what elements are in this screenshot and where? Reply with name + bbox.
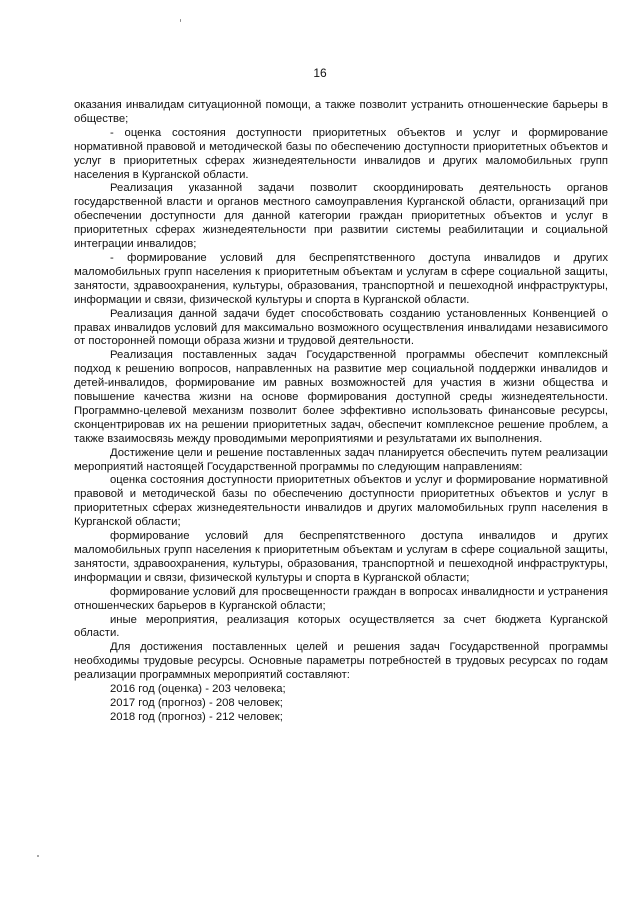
list-item: оценка состояния доступности приоритетных объектов и услуг и формирование нормативной правовой и методической базы по обеспечению доступности приоритетных объектов и услуг в приоритетных сферах жизнедеятельности инвалидов и других маломобильных групп населения в Курганской области; xyxy=(74,474,608,529)
paragraph: - оценка состояния доступности приоритетных объектов и услуг и формирование нормативной правовой и методической базы по обеспечению доступности приоритетных объектов и услуг в приоритетных сферах жизнедеятельности инвалидов и других маломобильных групп населения в Курганской области. xyxy=(74,126,608,181)
scan-speck xyxy=(37,855,39,857)
page-number: 16 xyxy=(313,66,327,80)
paragraph: - формирование условий для беспрепятственного доступа инвалидов и других маломобильных групп населения к приоритетным объектам и услугам в сфере социальной защиты, занятости, здравоохранения, культуры, образования, транспортной и пешеходной инфраструктуры, информации и связи, физической культуры и спорта в Курганской области. xyxy=(74,251,608,306)
year-entry: 2017 год (прогноз) - 208 человек; xyxy=(110,696,283,709)
list-item: формирование условий для просвещенности граждан в вопросах инвалидности и устранения отношенческих барьеров в Курганской области; xyxy=(74,585,608,612)
paragraph: Реализация указанной задачи позволит скоординировать деятельность органов государственной власти и органов местного самоуправления Курганской области, организаций при обеспечении доступности для данной категории граждан приоритетных объектов и услуг в приоритетных сферах жизнедеятельности при развитии системы реабилитации и социальной интеграции инвалидов; xyxy=(74,182,608,251)
paragraph: Достижение цели и решение поставленных задач планируется обеспечить путем реализации мероприятий настоящей Государственной программы по следующим направлениям: xyxy=(74,446,608,473)
scan-speck xyxy=(180,19,181,22)
paragraph: Реализация данной задачи будет способствовать созданию установленных Конвенцией о правах инвалидов условий для максимально возможного осуществления инвалидами независимого от посторонней помощи образа жизни и трудовой деятельности. xyxy=(74,307,608,348)
list-item: иные мероприятия, реализация которых осуществляется за счет бюджета Курганской области. xyxy=(74,613,608,640)
paragraph: Для достижения поставленных целей и решения задач Государственной программы необходимы трудовые ресурсы. Основные параметры потребностей в трудовых ресурсах по годам реализации программных мероприятий составляют: xyxy=(74,641,608,682)
list-item: формирование условий для беспрепятственного доступа инвалидов и других маломобильных групп населения к приоритетным объектам и услугам в сфере социальной защиты, занятости, здравоохранения, культуры, образования, транспортной и пешеходной инфраструктуры, информации и связи, физической культуры и спорта в Курганской области; xyxy=(74,530,608,584)
year-entry: 2016 год (оценка) - 203 человека; xyxy=(110,683,286,696)
year-entry: 2018 год (прогноз) - 212 человек; xyxy=(110,710,283,723)
paragraph: оказания инвалидам ситуационной помощи, а также позволит устранить отношенческие барьеры в обществе; xyxy=(74,99,608,125)
document-body xyxy=(74,99,608,725)
paragraph: Реализация поставленных задач Государственной программы обеспечит комплексный подход к решению вопросов, направленных на развитие мер социальной поддержки инвалидов и детей-инвалидов, формирование им равных возможностей для участия в жизни общества и повышение качества жизни на основе формирования доступной среды жизнедеятельности. Программно-целевой механизм позволит более эффективно использовать финансовые ресурсы, сконцентрировав их на решении приоритетных задач, обеспечит комплексное решение проблем, а также взаимосвязь между проводимыми мероприятиями и результатами их выполнения. xyxy=(74,349,608,445)
